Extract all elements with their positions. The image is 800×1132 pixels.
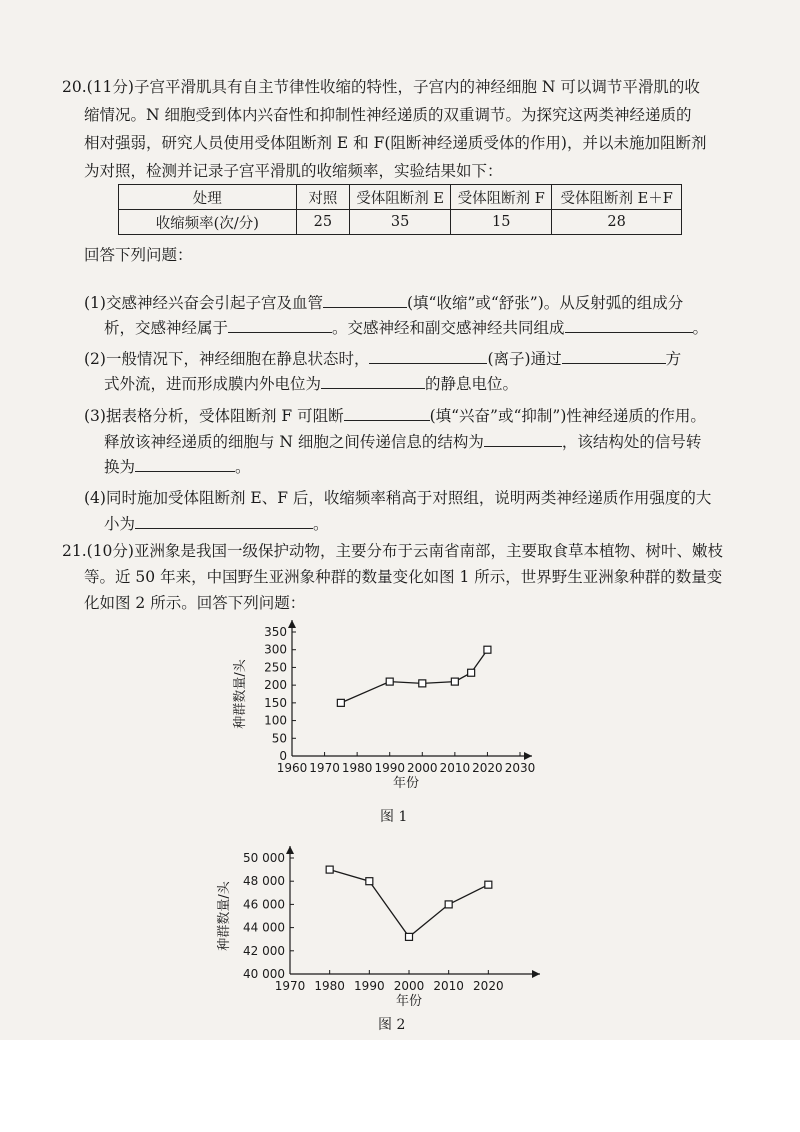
results-table [118,184,682,235]
q20-sub1-line1 [84,291,683,314]
q20-line-3: 相对强弱，研究人员使用受体阻断剂 E 和 F(阻断神经递质受体的作用)，并以未施加阻断剂 [84,134,707,152]
y-tick-label: 42 000 [243,943,285,958]
y-tick-label: 50 [271,731,287,746]
answer-blank[interactable] [565,316,693,333]
q20-sub2-text: 的静息电位。 [425,375,519,393]
q20-sub1-text: 。交感神经和副交感神经共同组成 [332,319,565,337]
table-header-cell: 受体阻断剂 E＋F [552,185,682,210]
q20-sub3-text: (填“兴奋”或“抑制”)性神经递质的作用。 [429,407,706,425]
data-point [386,678,393,685]
figure-2-chart [214,832,554,1014]
y-axis-label: 种群数量/头 [217,881,232,951]
q20-sub3-text: 换为 [104,458,136,476]
x-tick-label: 2010 [439,761,471,775]
y-tick-label: 44 000 [243,920,285,935]
y-tick-label: 48 000 [243,874,285,889]
q20-sub2-text: (2)一般情况下，神经细胞在静息状态时， [84,350,370,368]
y-tick-label: 250 [264,660,287,675]
data-point [337,699,344,706]
data-point [406,933,413,940]
y-tick-label: 50 000 [243,851,285,865]
x-tick-label: 2020 [473,979,504,993]
y-tick-label: 350 [264,625,287,639]
x-tick-label: 1960 [276,761,308,775]
x-axis-arrow [524,752,532,760]
x-tick-label: 1970 [309,761,340,775]
q20-sub2-text: (离子)通过 [487,350,562,368]
q20-sub2-line1 [84,347,681,370]
q20-sub1-text: 析，交感神经属于 [104,319,229,337]
table-header-cell: 处理 [119,185,297,210]
q20-line-2: 缩情况。N 细胞受到体内兴奋性和抑制性神经递质的双重调节。为探究这两类神经递质的 [84,106,692,124]
y-tick-label: 150 [264,695,287,710]
table-row-label: 收缩频率(次/分) [119,210,297,235]
q21-line-1: 21.(10分)亚洲象是我国一级保护动物，主要分布于云南省南部，主要取食草本植物、树叶、嫩枝 [62,542,723,560]
x-tick-label: 2010 [433,979,464,993]
table-row [119,210,682,235]
data-point [445,901,452,908]
figure-1-caption: 图 1 [380,809,408,825]
q20-sub2-line2 [104,372,518,395]
answer-blank[interactable] [321,372,425,389]
x-tick-label: 1990 [354,979,385,993]
x-axis-label: 年份 [392,776,420,791]
answer-blank[interactable] [562,347,666,364]
x-tick-label: 2030 [504,761,536,775]
answer-blank[interactable] [344,404,430,421]
q20-sub3-text: 。 [235,458,251,476]
y-tick-label: 100 [264,713,287,728]
y-tick-label: 200 [264,678,287,693]
data-point [326,866,333,873]
data-point [485,881,492,888]
x-tick-label: 2020 [472,761,503,775]
answer-blank[interactable] [228,316,332,333]
q20-sub2-text: 方 [665,350,682,368]
answer-blank[interactable] [484,430,562,447]
table-cell: 15 [451,210,552,235]
series-line [341,650,488,703]
x-tick-label: 2000 [393,979,425,993]
series-line [330,870,489,937]
table-header-cell: 受体阻断剂 E [350,185,451,210]
x-tick-label: 1980 [314,979,345,993]
q20-sub1-text: (1)交感神经兴奋会引起子宫及血管 [84,294,323,312]
q20-sub3-text: ，该结构处的信号转 [561,433,702,451]
table-cell: 35 [350,210,451,235]
q20-prompt: 回答下列问题： [84,246,193,264]
q20-sub2-text: 式外流，进而形成膜内外电位为 [104,375,322,393]
figure-1-chart [230,618,550,796]
x-tick-label: 1990 [374,761,405,775]
data-point [468,669,475,676]
x-tick-label: 2000 [407,761,438,775]
q20-sub1-line2 [104,316,708,339]
x-axis-label: 年份 [395,994,423,1009]
q20-sub4-text: 小为 [104,515,136,533]
y-axis-arrow [286,846,294,854]
y-tick-label: 46 000 [243,897,285,912]
q20-line-4: 为对照，检测并记录子宫平滑肌的收缩频率，实验结果如下： [84,162,503,180]
y-axis-arrow [288,620,296,628]
figure-2-caption: 图 2 [378,1017,406,1033]
answer-blank[interactable] [135,455,235,472]
table-cell: 28 [552,210,682,235]
x-tick-label: 1980 [341,761,373,775]
y-axis-label: 种群数量/头 [233,659,248,729]
q20-sub4-line2 [104,512,329,535]
q20-sub1-text: (填“收缩”或“舒张”)。从反射弧的组成分 [406,294,684,312]
q20-sub1-text: 。 [692,319,709,337]
q20-sub3-text: 释放该神经递质的细胞与 N 细胞之间传递信息的结构为 [104,433,484,451]
q20-sub3-line2 [104,430,701,453]
answer-blank[interactable] [135,512,313,529]
y-tick-label: 0 [279,749,287,763]
table-cell: 25 [296,210,349,235]
x-tick-label: 1970 [274,979,306,993]
y-tick-label: 40 000 [243,967,285,981]
data-point [419,680,426,687]
q20-sub4-line1: (4)同时施加受体阻断剂 E、F 后，收缩频率稍高于对照组，说明两类神经递质作用强度的大 [84,489,712,507]
q21-line-3: 化如图 2 所示。回答下列问题： [84,594,306,612]
q20-sub3-text: (3)据表格分析，受体阻断剂 F 可阻断 [84,407,344,425]
data-point [366,878,373,885]
q20-sub3-line1 [84,404,706,427]
data-point [484,646,491,653]
table-header-cell: 受体阻断剂 F [451,185,552,210]
q20-line-1: 20.(11分)子宫平滑肌具有自主节律性收缩的特性，子宫内的神经细胞 N 可以调节平滑肌的收 [62,78,700,96]
table-header-row [119,185,682,210]
q21-line-2: 等。近 50 年来，中国野生亚洲象种群的数量变化如图 1 所示，世界野生亚洲象种群的数量变 [84,568,723,586]
y-tick-label: 300 [264,642,287,657]
q20-sub3-line3 [104,455,251,478]
x-axis-arrow [532,970,540,978]
answer-blank[interactable] [369,347,487,364]
table-header-cell: 对照 [296,185,349,210]
data-point [451,678,458,685]
answer-blank[interactable] [323,291,407,308]
q20-sub4-text: 。 [313,515,329,533]
